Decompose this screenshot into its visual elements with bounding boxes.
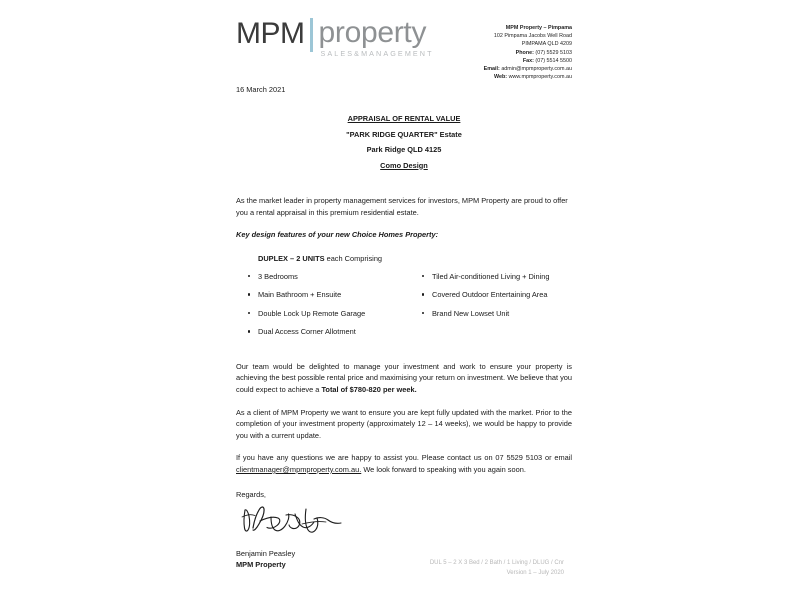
duplex-heading — [258, 253, 572, 265]
features-column-right — [404, 271, 572, 345]
features-list-left — [236, 271, 404, 338]
title-line-appraisal: APPRAISAL OF RENTAL VALUE — [347, 114, 461, 123]
contact-phone-label: Phone: — [515, 49, 534, 56]
logo-word-text: property — [318, 16, 427, 49]
footer-spec-line: DUL 5 – 2 X 3 Bed / 2 Bath / 1 Living / DLUG / Cnr — [429, 560, 564, 566]
duplex-heading-rest: each Comprising — [324, 253, 383, 263]
logo-mark-text: MPM — [236, 17, 305, 50]
title-line-suburb: Park Ridge QLD 4125 — [366, 145, 442, 154]
handwritten-signature — [238, 502, 348, 540]
contact-web-label: Web: — [494, 74, 508, 81]
duplex-heading-bold: DUPLEX – 2 UNITS — [258, 253, 325, 263]
contact-block — [484, 24, 572, 81]
letter-body — [236, 84, 572, 570]
letter-date: 16 March 2021 — [236, 85, 286, 94]
logo-tagline-text: SALES&MANAGEMENT — [320, 49, 434, 58]
list-item: Covered Outdoor Entertaining Area — [404, 289, 572, 300]
contact-fax-row — [484, 57, 572, 65]
list-item: 3 Bedrooms — [236, 271, 404, 282]
company-logo — [236, 18, 434, 58]
letterhead — [236, 16, 572, 80]
regards-line: Regards, — [236, 489, 266, 499]
signer-name: Benjamin Peasley — [236, 549, 296, 559]
questions-paragraph-text-2: We look forward to speaking with you again soon. — [361, 464, 526, 474]
title-line-design: Como Design — [380, 160, 428, 170]
footer-version-line: Version 1 – July 2020 — [506, 569, 564, 576]
list-item: Dual Access Corner Allotment — [236, 326, 404, 337]
intro-paragraph: As the market leader in property management services for investors, MPM Property are proud to offer you a rental appraisal in this premium residential estate. — [236, 196, 568, 217]
list-item: Main Bathroom + Ensuite — [236, 289, 404, 300]
features-list-right — [404, 271, 572, 319]
document-footer — [430, 559, 564, 578]
rental-total-amount: Total of $780-820 per week. — [321, 384, 417, 394]
contact-email-value[interactable]: admin@mpmproperty.com.au — [501, 66, 572, 73]
list-item: Brand New Lowset Unit — [404, 308, 572, 319]
appraisal-title-block — [236, 111, 572, 173]
contact-web-value[interactable]: www.mpmproperty.com.au — [508, 74, 572, 81]
team-paragraph-text: Our team would be delighted to manage your investment and work to ensure your property is achieving the best possible rental price and maximising your return on investment. We believe that you could expect to achieve a — [236, 361, 572, 394]
contact-web-row — [484, 73, 572, 81]
contact-email-label: Email: — [483, 66, 500, 73]
questions-paragraph — [236, 452, 572, 475]
client-manager-email-link[interactable]: clientmanager@mpmproperty.com.au. — [236, 464, 362, 474]
list-item: Tiled Air-conditioned Living + Dining — [404, 271, 572, 282]
list-item: Double Lock Up Remote Garage — [236, 308, 404, 319]
team-paragraph — [236, 361, 572, 396]
features-section — [236, 253, 572, 345]
contact-street: 102 Pimpama Jacobs Well Road — [493, 33, 572, 40]
contact-fax-label: Fax: — [522, 57, 534, 64]
title-line-estate: "PARK RIDGE QUARTER" Estate — [346, 129, 462, 139]
contact-email-row — [484, 65, 572, 73]
features-column-left — [236, 271, 404, 345]
contact-phone-row — [484, 49, 572, 57]
features-columns — [236, 271, 572, 345]
logo-wordmark-group — [319, 18, 434, 58]
key-features-heading: Key design features of your new Choice Homes Property: — [236, 230, 439, 240]
logo-divider-bar — [310, 18, 313, 52]
questions-paragraph-text-1: If you have any questions we are happy to assist you. Please contact us on 07 5529 5103 or email — [236, 453, 572, 463]
contact-fax-value: (07) 5514 5500 — [535, 57, 572, 64]
signer-company: MPM Property — [236, 559, 286, 569]
client-update-paragraph: As a client of MPM Property we want to ensure you are kept fully updated with the market. Prior to the completion of your investment property (approximately 12 – 14 weeks), we would be happy to provide you with a current update. — [236, 407, 572, 440]
contact-phone-value: (07) 5529 5103 — [535, 49, 572, 56]
contact-company: MPM Property – Pimpama — [505, 25, 572, 31]
contact-city: PIMPAMA QLD 4209 — [521, 41, 572, 48]
